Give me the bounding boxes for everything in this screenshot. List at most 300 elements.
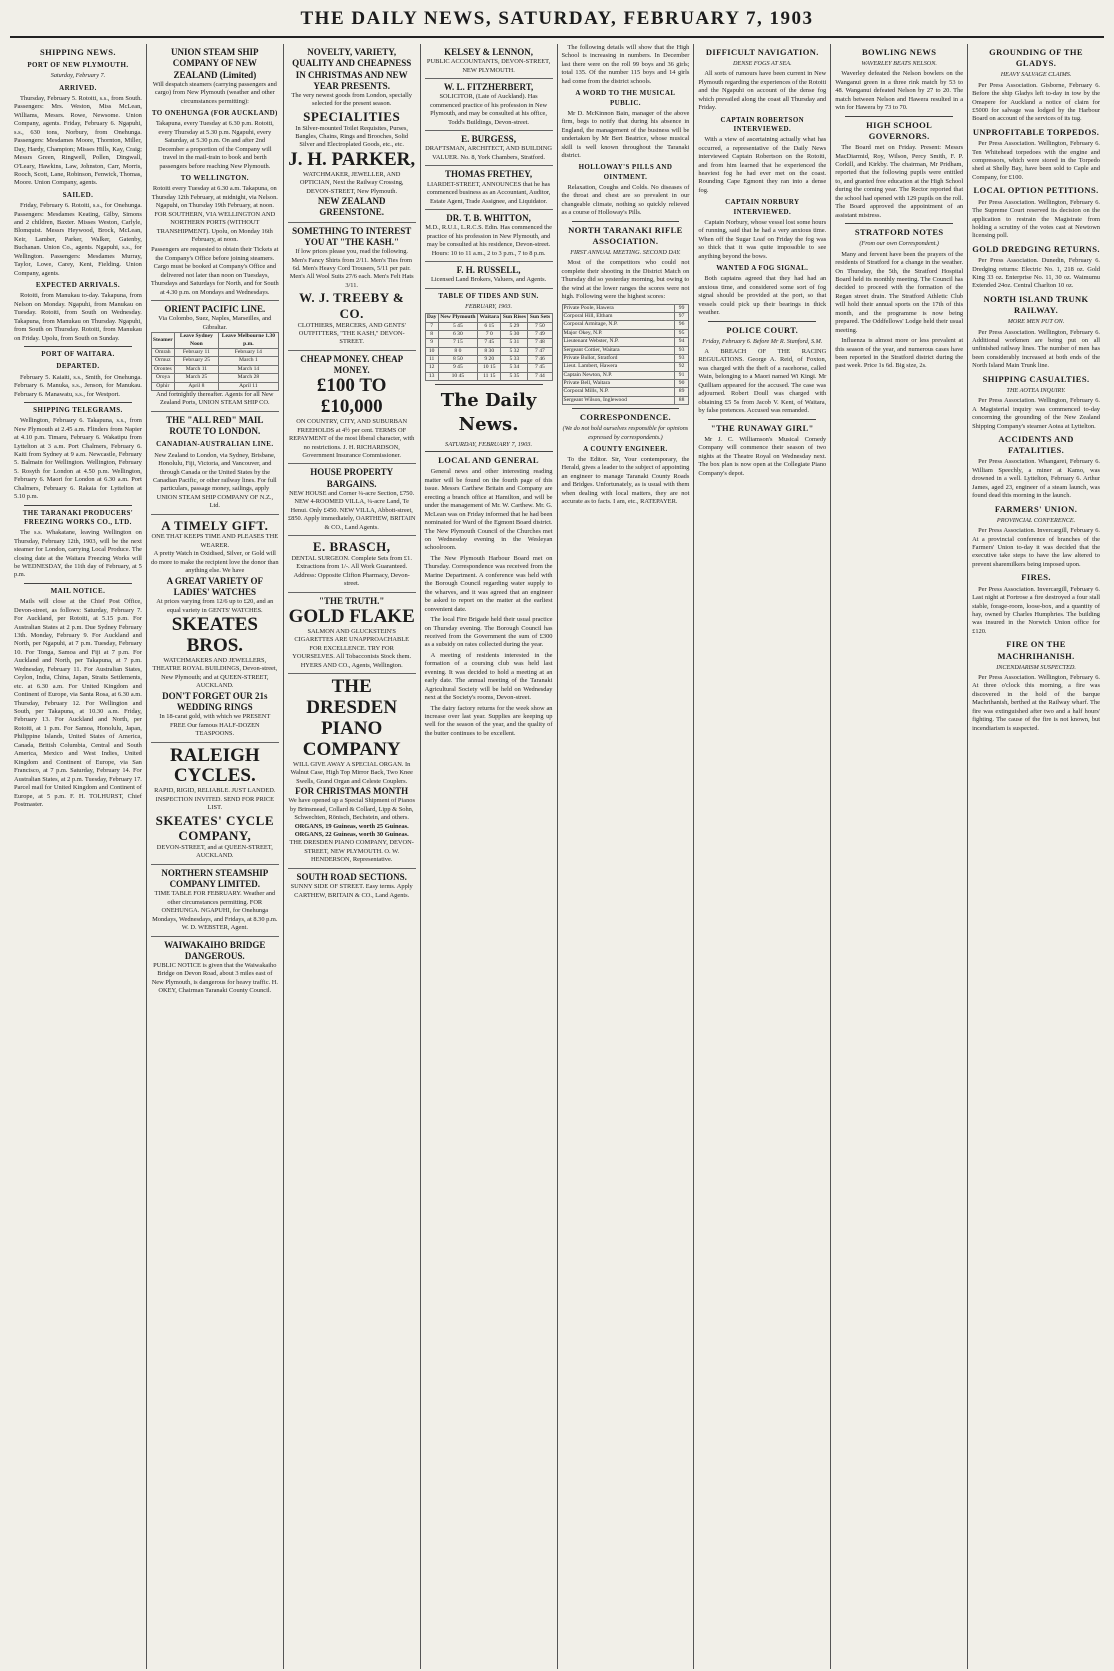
tides-cell: 5 31 xyxy=(501,339,528,347)
tides-table xyxy=(425,313,553,381)
union-heading: UNION STEAM SHIP COMPANY OF NEW ZEALAND (Limited) xyxy=(171,47,259,80)
gold-flake-heading: GOLD FLAKE xyxy=(288,605,415,627)
wellington-text: Rotoiti every Tuesday at 6.30 a.m. Takapuna, on Thursday 12th February, at midnight, via Nelson. Ngapuhi, on Thursday 19th February, at noon. FOR SOUTHERN, VIA WELLINGTON AND NORTHERN PORTS (WITHOUT TRANSHIPMENT). Upolu, on Monday 16th February, at noon. xyxy=(151,185,278,244)
truth-heading: "THE TRUTH." xyxy=(319,595,385,606)
bargains-text: NEW HOUSE and Corner ¼-acre Section, £750. NEW 4-ROOMED VILLA, ¼-acre Land, Te Henui. Only £450. NEW VILLA, Abbott-street, £850. Apply immediately, OARTHEW, BRITAIN & CO., Land Agents. xyxy=(287,489,416,531)
brasch-ad xyxy=(288,536,416,592)
orient-header-cell: Leave Melbourne 1.30 p.m. xyxy=(219,333,279,349)
bargains-heading: HOUSE PROPERTY BARGAINS. xyxy=(310,467,394,489)
shipping-heading: SHIPPING NEWS. xyxy=(39,47,116,57)
tides-cell: 11 xyxy=(425,356,438,364)
skeates-ad xyxy=(151,515,279,743)
holloway-heading: HOLLOWAY'S PILLS AND OINTMENT. xyxy=(578,163,673,181)
orient-row xyxy=(151,374,278,382)
grounding-text: Per Press Association. Gisborne, February 6. Before the ship Gladys left to-day in tow by the Omapere for Auckland a notice of claim for £5000 for salvage was lodged by the Harbour Board on account of the services of its tug. xyxy=(972,81,1100,123)
orient-cell: February 25 xyxy=(174,357,218,365)
parker-heading: J. H. PARKER, xyxy=(288,148,416,170)
scores-row xyxy=(562,371,689,379)
torpedo-heading: UNPROFITABLE TORPEDOS. xyxy=(972,126,1100,137)
orient-header-cell: Steamer xyxy=(151,333,174,349)
northern-ad xyxy=(151,865,279,937)
treeby-ad xyxy=(288,223,416,351)
tides-cell: 10 45 xyxy=(438,372,477,380)
tides-cell: 11 15 xyxy=(478,372,501,380)
gold-flake-text: SALMON AND GLUCKSTEIN'S CIGARETTES ARE UNAPPROACHABLE FOR EXCELLENCE. TRY FOR YOURSELVES. All Tobacconists Stock them. HYERS AND CO., Agents, Wellington. xyxy=(292,627,412,669)
column-5 xyxy=(558,44,695,1669)
money-ad xyxy=(288,351,416,465)
column-7 xyxy=(831,44,968,1669)
orient-cell: March 11 xyxy=(174,365,218,373)
scores-row xyxy=(562,313,689,321)
mail-text: Mails will close at the Chief Post Office, Devon-street, as follows: Saturday, February 7. For Auckland, per Rotoiti, at 5.15 p.m. For Australian States at 2 p.m. Due Sydney February 13th. Monday, February 9. For Auckland and North, per Ngapuhi, at 7 p.m. Tuesday, February 10. For Tonga, Samoa and Fiji at 7 p.m. For Auckland and North, per Takapuna, at 7 p.m. Wednesday, February 11. For Australian States, Ceylon, India, China, Japan, Straits Settlements, etc. at 6.30 a.m. For United Kingdom and Continent of Europe, via Santa Rosa, at 6.30 a.m. Thursday, February 12. For Wellington and South, per Takapuna, at 10.30 a.m. Friday, February 13. For Auckland and North, per Rotoiti, at 1 p.m. For Samoa, Honolulu, Japan, Philippine Islands, United States of America, Canada, British Columbia, Central and South America, Mexico and West Indies, United Kingdom and Continent of Europe, via San Francisco, at 7 p.m. Saturday, February 14. For Australian States, at 2 p.m. Tuesday, February 17. Parcel mail for United Kingdom and Continent of Europe, at 5 p.m. F. H. TOLHURST, Chief Postmaster. xyxy=(14,598,142,809)
casualties-subheading: THE AOTEA INQUIRY. xyxy=(1006,387,1066,394)
burgess-ad xyxy=(425,131,553,166)
correspondence-note: (We do not hold ourselves responsible for opinions expressed by correspondents.) xyxy=(562,425,689,441)
orient-table xyxy=(151,332,279,391)
tides-cell: 6 15 xyxy=(478,322,501,330)
wellington-heading: TO WELLINGTON. xyxy=(180,174,249,183)
tides-row xyxy=(425,372,552,380)
tides-cell: 7 45 xyxy=(528,364,552,372)
scores-cell: Captain Newton, N.P. xyxy=(562,371,674,379)
orient-cell: February 11 xyxy=(174,349,218,357)
tides-cell: 7 45 xyxy=(478,339,501,347)
tides-row xyxy=(425,356,552,364)
scores-row xyxy=(562,329,689,337)
brasch-heading: E. BRASCH, xyxy=(312,539,391,555)
novelty-text: The very newest goods from London, specially selected for the present season. xyxy=(291,92,412,108)
tides-row xyxy=(425,339,552,347)
present-text: In 18-carat gold, with which we PRESENT FREE Our famous HALF-DOZEN TEASPOONS. xyxy=(159,713,271,738)
union-ad xyxy=(151,44,279,301)
fog-signal-text: Both captains agreed that they had had an anxious time, and considered some sort of fog signal should be provided at the port, so that vessels could pick up their bearings in thick weather. xyxy=(698,275,827,317)
fitzherbert-heading: W. L. FITZHERBERT, xyxy=(443,82,534,93)
orient-cell: Orontes xyxy=(151,365,174,373)
christmas-text: We have opened up a Special Shipment of Pianos by Brinsmead, Collard & Collard, Lipp & Sohn, Schwechten, Rönisch, Bechstein, and others. xyxy=(288,797,415,822)
column-6 xyxy=(694,44,831,1669)
scores-row xyxy=(562,304,689,312)
high-school-details: The following details will show that the High School is increasing in numbers. In December last there were on the roll 99 boys and 36 girls; total 135. Of the number 115 boys and 14 girls had come from the district schools. xyxy=(561,44,690,85)
runaway-heading: "THE RUNAWAY GIRL" xyxy=(710,422,814,433)
scores-cell: Sergeant Cottier, Waitara xyxy=(562,346,674,354)
tides-cell: 8 xyxy=(425,330,438,338)
waiwakaiho-heading: WAIWAKAIHO BRIDGE DANGEROUS. xyxy=(164,939,266,961)
burgess-heading: E. BURGESS, xyxy=(461,134,516,145)
orient-cell: Oroya xyxy=(151,374,174,382)
watches-heading: A GREAT VARIETY OF LADIES' WATCHES xyxy=(166,575,263,597)
residents-text: A meeting of residents interested in the formation of a coursing club was held last evening. It was decided to hold a meeting at an early date. The annual meeting of the Taranaki Agricultural Society will be held on Wednesday next at the Society's rooms, Devon-street. xyxy=(424,651,553,702)
tides-cell: 13 xyxy=(425,372,438,380)
scores-cell: Lieutenant Webster, N.P. xyxy=(562,338,674,346)
skeates-text: WATCHMAKERS AND JEWELLERS, THEATRE ROYAL BUILDINGS, Devon-street, New Plymouth; and at QUEEN-STREET, AUCKLAND. xyxy=(152,656,278,690)
sailed-text: Friday, February 6. Rotoiti, s.s., for Onehunga. Passengers: Mesdames Keating, Gilby, Simons and 2 children, Baxter. Misses Weston, Carlyle, Blomquist. Messrs Heywood, Brock, McLean, Keir, Lamber, Parker, Walker, Gatenby, Buchanan. Union Co., agents. Ngapuhi, s.s., for Wellington. Passengers: Mesdames Murray, Taylor, Lowe, Carey, Kent, Fielding. Union Company, agents. xyxy=(14,202,142,277)
kelsey-text: PUBLIC ACCOUNTANTS, DEVON-STREET, NEW PLYMOUTH. xyxy=(426,58,551,74)
waiwakaiho-ad xyxy=(151,937,279,999)
bowling-subheading: WAVERLEY BEATS NELSON. xyxy=(861,60,937,68)
scores-cell: 92 xyxy=(674,363,689,371)
orient-row xyxy=(151,365,278,373)
scores-cell: 99 xyxy=(674,304,689,312)
machrihanish-heading: FIRE ON THE MACHRIHANISH. xyxy=(997,639,1075,661)
orient-heading: ORIENT PACIFIC LINE. xyxy=(164,304,266,315)
orient-cell: February 14 xyxy=(219,349,279,357)
tides-cell: 5 30 xyxy=(501,330,528,338)
scores-row xyxy=(562,380,689,388)
treeby-text: CLOTHIERS, MERCERS, AND GENTS' OUTFITTERS, "THE KASH," DEVON-STREET. xyxy=(297,321,406,346)
tides-cell: 7 47 xyxy=(528,347,552,355)
skeates-cycle-text: DEVON-STREET, and at QUEEN-STREET, AUCKLAND. xyxy=(156,843,273,860)
waitara-heading: PORT OF WAITARA. xyxy=(41,350,115,359)
kash-text: If low prices please you, read the following. Men's Fancy Shirts from 2/11. Men's Ties from 6d. Men's Heavy Cord Trousers, 5/11 per pair. Men's All Wool Suits 27/6 each. Men's Felt Hats 3/11. xyxy=(289,248,414,289)
allred-text: New Zealand to London, via Sydney, Brisbane, Honolulu, Fiji, Victoria, and Vancouver, and through Canada or the United States by the Canadian Pacific, or other railway lines. For full particulars, passage money, sailings, apply UNION STEAM SHIP COMPANY OF N.Z., Ltd. xyxy=(152,451,277,510)
tides-cell: 7 48 xyxy=(528,339,552,347)
south-road-heading: SOUTH ROAD SECTIONS. xyxy=(296,871,407,882)
tides-cell: 9 xyxy=(425,339,438,347)
orient-cell: April 8 xyxy=(174,382,218,390)
wedding-rings: DON'T FORGET OUR 21s WEDDING RINGS xyxy=(162,690,268,712)
machrihanish-subheading: INCENDIARISM SUSPECTED. xyxy=(996,663,1076,671)
divider xyxy=(845,223,953,224)
influenza-text: Influenza is almost more or less prevalent at this season of the year, and numerous cases have been reported in the Stratford district during the past week. Price 1s 6d. Big size, 2s. xyxy=(835,337,964,370)
accidents-heading: ACCIDENTS AND FATALITIES. xyxy=(998,434,1074,456)
mail-heading: MAIL NOTICE. xyxy=(50,586,106,595)
frethey-text: LIARDET-STREET, ANNOUNCES that he has commenced business as an Accountant, Auditor, Estate Agent, Trade Assignee, and Liquidator. xyxy=(426,180,551,205)
tides-cell: 8 0 xyxy=(438,347,477,355)
railway-subheading: MORE MEN PUT ON. xyxy=(1007,318,1065,326)
scores-table xyxy=(562,304,690,406)
scores-cell: Corporal Mills, N.P. xyxy=(562,388,674,396)
casualties-heading: SHIPPING CASUALTIES. xyxy=(982,373,1090,384)
novelty-heading: NOVELTY, VARIETY, QUALITY AND CHEAPNESS IN CHRISTMAS AND NEW YEAR PRESENTS. xyxy=(292,47,412,91)
scores-cell: 90 xyxy=(674,380,689,388)
telegrams-text: Wellington, February 6. Takapuna, s.s., from New Plymouth at 2.45 a.m. Flinders from Napier at 4.10 p.m. Timaru, February 6. Wakatipu from Lyttelton at 3 a.m. Port Chalmers, February 6. Kaiti from Sydney at 9 a.m. Newcastle, February 5. Balmain for Wellington. Wellington, February 5. Rosyth for London at 4.50 p.m. Wellington, February 6. Maori for London at 6.30 a.m. Port Chalmers, February 6. Rakaia for Lyttelton at 5.10 p.m. xyxy=(14,417,142,501)
whitton-ad xyxy=(425,210,553,262)
tides-cell: 7 46 xyxy=(528,356,552,364)
orient-cell: Ormuz xyxy=(151,357,174,365)
dairy-text: The dairy factory returns for the week show an increase over last year. Supplies are keeping up well for the season of the year, and the quality of the butter continues to be excellent. xyxy=(424,704,553,737)
divider xyxy=(24,402,132,403)
greenstone-text: NEW ZEALAND GREENSTONE. xyxy=(317,196,386,218)
tides-cell: 5 33 xyxy=(501,356,528,364)
fire-brigade-text: The local Fire Brigade held their usual practice on Thursday evening. The Borough Council has received from the Government the sum of £300 as a subsidy on rates collected during the year. xyxy=(424,616,553,649)
correspondence-heading: CORRESPONDENCE. xyxy=(579,412,672,423)
specialities-heading: SPECIALITIES xyxy=(303,108,401,124)
passenger-note: Passengers are requested to obtain their Tickets at the Company's Office before joining steamers. Cargo must be booked at Company's Office and delivered not later than noon on Tuesdays, Thursdays and Saturdays for North, and for South at 4.30 p.m. on Mondays and Wednesdays. xyxy=(150,246,279,296)
stratford-subheading: (From our own Correspondent.) xyxy=(859,240,939,248)
whitton-heading: DR. T. B. WHITTON, xyxy=(446,212,531,223)
scores-cell: 89 xyxy=(674,388,689,396)
tides-cell: 8 50 xyxy=(438,356,477,364)
columns xyxy=(10,44,1104,1669)
port-heading: PORT OF NEW PLYMOUTH. xyxy=(27,61,129,70)
stratford-text: Many and fervent have been the prayers of the residents of Stratford for a change in the weather. On Thursday, the 5th, the Stratford Hospital Board held its monthly meeting. The Council has decided to proceed with the formation of the Regan street drain. The Stratford Athletic Club will hold their annual sports on the 17th of this month, and the programme is now being prepared. The Oddfellows' Lodge held their usual meeting. xyxy=(835,250,964,334)
correspondence-title: A COUNTY ENGINEER. xyxy=(583,444,668,453)
governors-heading: HIGH SCHOOL GOVERNORS. xyxy=(866,119,933,141)
dresden-footer: THE DRESDEN PIANO COMPANY, DEVON-STREET, NEW PLYMOUTH. O. W. HENDERSON, Representative. xyxy=(289,839,414,864)
grounding-heading: GROUNDING OF THE GLADYS. xyxy=(989,47,1083,69)
raleigh-text: RAPID, RIGID, RELIABLE. JUST LANDED. INSPECTION INVITED. SEND FOR PRICE LIST. xyxy=(154,787,276,812)
orient-row xyxy=(151,382,278,390)
scores-row xyxy=(562,321,689,329)
masthead: THE DAILY NEWS, SATURDAY, FEBRUARY 7, 1903 xyxy=(10,6,1104,38)
railway-heading: NORTH ISLAND TRUNK RAILWAY. xyxy=(983,293,1089,316)
onehunga-heading: TO ONEHUNGA (FOR AUCKLAND) xyxy=(151,109,278,118)
scores-cell: Sergeant Wilson, Inglewood xyxy=(562,396,674,404)
organs-text: ORGANS, 19 Guineas, worth 25 Guineas. ORGANS, 22 Guineas, worth 30 Guineas. xyxy=(294,822,409,839)
tides-cell: 9 20 xyxy=(478,356,501,364)
tides-cell: 10 xyxy=(425,347,438,355)
scores-cell: 95 xyxy=(674,329,689,337)
farmers-subheading: PROVINCIAL CONFERENCE. xyxy=(996,516,1076,524)
gift-subheading: ONE THAT KEEPS TIME AND PLEASES THE WEARER. xyxy=(151,533,279,549)
gold-heading: GOLD DREDGING RETURNS. xyxy=(972,243,1100,254)
money-amount: £100 TO £10,000 xyxy=(316,375,387,418)
bowling-text: Waverley defeated the Nelson bowlers on the Wanganui green in a three rink match by 53 to 48. Wanganui defeated Nelson by 27 to 20. The match between Nelson and Hawera resulted in a win for Hawera by 73 to 70. xyxy=(835,70,964,112)
tides-cell: 6 30 xyxy=(438,330,477,338)
money-heading: CHEAP MONEY. CHEAP MONEY. xyxy=(300,353,404,376)
brasch-text: DENTAL SURGEON. Complete Sets from £1. Extractions from 1/-. All Work Guaranteed. Address: Opposite Clifton Pharmacy, Devon-street. xyxy=(291,554,412,588)
orient-cell: Omrah xyxy=(151,349,174,357)
waiwakaiho-text: PUBLIC NOTICE is given that the Waiwakaiho Bridge on Devon Road, about 3 miles east of New Plymouth, is dangerous for heavy traffic. H. OKEY, Chairman Taranaki County Council. xyxy=(151,962,278,995)
column-8 xyxy=(968,44,1104,1669)
rifle-heading: NORTH TARANAKI RIFLE ASSOCIATION. xyxy=(568,224,683,246)
tides-cell: 5 34 xyxy=(501,364,528,372)
newspaper-title: The Daily News. xyxy=(440,390,537,435)
tides-cell: 7 xyxy=(425,322,438,330)
harbour-text: The New Plymouth Harbour Board met on Thursday. Correspondence was received from the Marine Department. A conference was held with the Borough Council regarding water supply to the wharves, and it was agreed that an engineer be asked to report on the matter at the earliest convenient date. xyxy=(424,554,553,613)
skeates-cycle-heading: SKEATES' CYCLE COMPANY, xyxy=(155,812,274,844)
scores-cell: 93 xyxy=(674,354,689,362)
tides-row xyxy=(425,322,552,330)
divider xyxy=(572,221,680,222)
farmers-heading: FARMERS' UNION. xyxy=(994,503,1078,514)
skeates-heading: SKEATES BROS. xyxy=(171,614,258,656)
tides-cell: 5 29 xyxy=(501,322,528,330)
orient-ad xyxy=(151,301,279,412)
tides-cell: 10 15 xyxy=(478,364,501,372)
producers-heading: THE TARANAKI PRODUCERS' FREEZING WORKS CO., LTD. xyxy=(22,508,134,526)
scores-row xyxy=(562,354,689,362)
tides-header-cell: New Plymouth xyxy=(438,314,477,322)
arrived-text: Thursday, February 5. Rotoiti, s.s., from South. Passengers: Mrs. Weston, Miss McLean, Williams, Messrs. Rowe, Newsome. Union Company, agents. Friday, February 6. Ngapuhi, s.s., 630 tons, Norbury, from Onehunga. Passengers: Mesdames Moore, Thornton, Miller, Day, Hardy, Champion; Misses Hills, Kay, Craig; Messrs Green, Ringwell, Pollen, Dingwall, O'Leary, Hawkins, Law, Johnston, Carr, Morris, Rooch, Scott, Lane, Robinson, Fenwick, Thomas, Moore. Union Company, agents. xyxy=(14,94,142,187)
departed-text: February 5. Kaiaiti, s.s., Smith, for Onehunga. February 6. Manuka, s.s., Jenson, for Manukau. February 6. Manawatu, s.s., for Westport. xyxy=(14,373,142,398)
departed-heading: DEPARTED. xyxy=(56,362,100,371)
allred-ad xyxy=(151,412,279,515)
scores-cell: Lieut. Lambert, Hawera xyxy=(562,363,674,371)
scores-row xyxy=(562,363,689,371)
scores-cell: 94 xyxy=(674,338,689,346)
tides-heading: TABLE OF TIDES AND SUN. xyxy=(438,291,539,300)
kelsey-ad xyxy=(425,44,553,79)
fitzherbert-text: SOLICITOR, (Late of Auckland). Has commenced practice of his profession in New Plymouth, and may be consulted at his office, Todd's Buildings, Devon-street. xyxy=(430,93,548,126)
sailed-heading: SAILED. xyxy=(62,190,94,199)
watches-text: At prices varying from 12/6 up to £20, and an equal variety in GENTS' WATCHES. xyxy=(156,598,274,614)
tides-row xyxy=(425,364,552,372)
tides-cell: 7 49 xyxy=(528,330,552,338)
stratford-heading: STRATFORD NOTES xyxy=(854,227,944,238)
music-heading: A WORD TO THE MUSICAL PUBLIC. xyxy=(575,89,676,107)
orient-cell: April 11 xyxy=(219,382,279,390)
kash-heading: SOMETHING TO INTEREST YOU AT "THE KASH." xyxy=(292,225,412,247)
tides-cell: 7 44 xyxy=(528,372,552,380)
christmas-heading: FOR CHRISTMAS MONTH xyxy=(295,785,409,796)
accidents-text: Per Press Association. Whangarei, February 6. William Speechly, a miner at Kamo, was drowned in a well. Lyttelton, February 6. Arthur James, aged 23, engineer of a steam launch, was found dead this morning in the launch. xyxy=(972,458,1100,500)
machrihanish-text: Per Press Association. Wellington, February 6. At three o'clock this morning, a fire was discovered in the hold of the barque Machrihanish, berthed at the Railway wharf. The fire was extinguished after two and a half hours' fighting. The cause of the fire is not known, but incendiarism is suspected. xyxy=(972,673,1100,732)
orient-cell: March 28 xyxy=(219,374,279,382)
column-2 xyxy=(147,44,284,1669)
orient-cell: Ophir xyxy=(151,382,174,390)
telegrams-heading: SHIPPING TELEGRAMS. xyxy=(33,405,123,414)
raleigh-ad xyxy=(151,743,279,865)
burgess-text: DRAFTSMAN, ARCHITECT, AND BUILDING VALUER. No. 8, York Chambers, Stratford. xyxy=(425,145,552,161)
gift-heading: A TIMELY GIFT. xyxy=(161,517,269,533)
tides-cell: 12 xyxy=(425,364,438,372)
divider xyxy=(572,408,680,409)
local-heading: LOCAL AND GENERAL xyxy=(438,455,539,466)
frethey-ad xyxy=(425,166,553,210)
divider xyxy=(24,346,132,347)
rifle-text: Most of the competitors who could not complete their shooting in the District Match on Thursday did so yesterday morning, but owing to the wind at the lower ranges the scores were not high. Following were the highest scores: xyxy=(561,259,690,301)
russell-heading: F. H. RUSSELL, xyxy=(456,265,521,276)
police-text: A BREACH OF THE RACING REGULATIONS. George A. Reid, of Foxton, was charged with the theft of a racehorse, called Wain, belonging to a Maori named Wi Kingi. Mr Quilliam appeared for the accused. The case was adjourned. Robert Doull was charged with obtaining £5 5s from Jacob V. Kent, of Waitara, by false pretences. Accused was remanded. xyxy=(698,347,827,415)
grounding-subheading: HEAVY SALVAGE CLAIMS. xyxy=(1000,71,1072,79)
local-option-heading: LOCAL OPTION PETITIONS. xyxy=(973,185,1099,196)
onehunga-text: Takapuna, every Tuesday at 6.30 p.m. Rotoiti, every Thursday at 5.30 p.m. Ngapuhi, every Saturday, at 5.30 p.m. On and after 2nd December a proportion of the Company will travel in the mail-train to book and berth passengers before reaching New Plymouth. xyxy=(155,120,274,170)
scores-cell: Private Bullot, Stratford xyxy=(562,354,674,362)
treeby-heading: W. J. TREEBY & CO. xyxy=(299,290,405,321)
orient-text: Via Colombo, Suez, Naples, Marseilles, and Gibraltar. xyxy=(158,315,272,331)
local-text: General news and other interesting reading matter will be found on the fourth page of this issue. Messrs Carthew Britain and Company are erecting a branch office at Hamilton, and will be under the management of Mr. W. Carthew. Mr. G. McLean was on Friday informed that he had been nominated for Ward of the Egmont Board district. The New Plymouth Council of the Churches met on Wednesday evening in the Wesleyan schoolroom. xyxy=(424,468,553,552)
tides-month: FEBRUARY, 1903. xyxy=(465,302,513,310)
northern-heading: NORTHERN STEAMSHIP COMPANY LIMITED. xyxy=(161,867,269,889)
navigation-text: All sorts of rumours have been current in New Plymouth regarding the experiences of the Rotoiti and the Ngapuhi on account of the dense fog which prevailed along the coast all Thursday and Friday. xyxy=(698,70,827,112)
divider xyxy=(24,505,132,506)
divider xyxy=(708,321,816,322)
tides-cell: 7 15 xyxy=(438,339,477,347)
scores-row xyxy=(562,346,689,354)
tides-cell: 5 35 xyxy=(501,372,528,380)
correspondence-text: To the Editor. Sir, Your contemporary, the Herald, gives a leader to the subject of appointing an engineer to manage Taranaki County Roads and Bridges. Unfortunately, as is usual with them when dealing with local matters, they are not accurate as to facts. I am, etc., RATEPAYER. xyxy=(561,455,690,506)
allred-subheading: CANADIAN-AUSTRALIAN LINE. xyxy=(156,440,274,449)
navigation-subheading: DENSE FOGS AT SEA. xyxy=(732,60,792,68)
money-text: ON COUNTRY, CITY, AND SUBURBAN FREEHOLDS at 4½ per cent. TERMS OF REPAYMENT of the most liberal character, with no restrictions. J. H. RICHARDSON, Government Insurance Commissioner. xyxy=(289,418,415,460)
navigation-heading: DIFFICULT NAVIGATION. xyxy=(705,47,819,57)
norbury-heading: CAPTAIN NORBURY INTERVIEWED. xyxy=(725,198,800,216)
tides-cell: 5 45 xyxy=(438,322,477,330)
allred-heading: THE "ALL RED" MAIL ROUTE TO LONDON. xyxy=(166,414,264,437)
expected-heading: EXPECTED ARRIVALS. xyxy=(35,281,120,290)
scores-row xyxy=(562,388,689,396)
tides-row xyxy=(425,330,552,338)
divider xyxy=(435,384,543,385)
orient-cell: March 1 xyxy=(219,357,279,365)
frethey-heading: THOMAS FRETHEY, xyxy=(444,169,533,180)
kelsey-heading: KELSEY & LENNON, xyxy=(444,47,534,57)
specialities-text: In Silver-mounted Toilet Requisites, Purses, Bangles, Chains, Rings and Brooches, Solid Silver and Electroplated Goods, etc., etc. xyxy=(295,124,409,149)
scores-cell: Corporal Hill, Eltham xyxy=(562,313,674,321)
orient-note: And fortnightly thereafter. Agents for all New Zealand Ports, UNION STEAM SHIP CO. xyxy=(156,390,274,407)
expected-text: Rotoiti, from Manukau to-day. Takapuna, from Nelson on Monday. Ngapuhi, from Manukau on Tuesday. Rotoiti, from South on Wednesday. Takapuna, from Manukau on Thursday. Ngapuhi, from South on Thursday. Rotoiti, from Manukau on Friday. Upolu, from South on Sunday. xyxy=(14,292,142,342)
tides-header-cell: Waitara xyxy=(479,314,500,321)
railway-text: Per Press Association. Wellington, February 6. Additional workmen are being put on all unfinished railway lines. The number of men has been considerably increased at both ends of the North Island Main Trunk line. xyxy=(972,328,1100,370)
orient-cell: March 25 xyxy=(174,374,218,382)
police-heading: POLICE COURT. xyxy=(726,324,799,335)
tides-header-cell: Day xyxy=(426,314,437,321)
bargains-ad xyxy=(288,464,416,536)
farmers-text: Per Press Association. Invercargill, February 6. At a provincial conference of branches of the Farmers' Union to-day it was decided that the executive take steps to have the law altered to prevent sharemilkers being imposed upon. xyxy=(972,527,1100,568)
union-text: Will despatch steamers (carrying passengers and cargo) from New Plymouth (weather and other circumstances permitting): xyxy=(152,80,277,105)
scores-cell: 97 xyxy=(674,313,689,321)
issue-date: SATURDAY, FEBRUARY 7, 1903. xyxy=(425,441,553,452)
casualties-text: Per Press Association. Wellington, February 6. A Magisterial inquiry was commenced to-day concerning the grounding of the New Zealand Shipping Company's steamer Aotea at Lyttelton. xyxy=(972,397,1100,430)
runaway-text: Mr J. C. Williamson's Musical Comedy Company will commence their season of two nights at the Theatre Royal on Wednesday next. The box plan is now open at the Collegiate Piano Company's depot. xyxy=(698,435,827,477)
raleigh-heading: RALEIGH CYCLES. xyxy=(169,744,260,787)
tides-cell: 5 32 xyxy=(501,347,528,355)
orient-row xyxy=(151,349,278,357)
tides-cell: 7 0 xyxy=(478,330,501,338)
parker-text: WATCHMAKER, JEWELLER, AND OPTICIAN, Next the Railway Crossing, DEVON-STREET, New Plymouth. xyxy=(299,170,404,195)
scores-cell: Major Okey, N.P. xyxy=(562,329,674,337)
torpedo-text: Per Press Association. Wellington, February 6. Ten Whitehead torpedoes with the engine and compressors, which were stored in the Torpedo shed at Shelly Bay, have been sold to Caple and Company, for £100. xyxy=(972,140,1100,181)
tides-row xyxy=(425,347,552,355)
divider xyxy=(24,583,132,584)
governors-text: The Board met on Friday. Present: Messrs MacDiarmid, Roy, Wilson, Percy Smith, F. P. Corkill, and Kirkby. The chairman, Mr Pridham, reported that the following pupils were entitled to, and granted free education at the High School during the coming year. The Rector reported that the school had opened with 129 pupils on the roll. The Board approved the appointment of an assistant mistress. xyxy=(835,144,964,219)
dresden-ad xyxy=(288,674,416,869)
scores-cell: Private Bell, Waitara xyxy=(562,380,674,388)
fires-heading: FIRES. xyxy=(1021,572,1051,583)
tides-header-cell: Sun Sets xyxy=(529,314,551,321)
music-text: Mr D. McKinnon Bain, manager of the above firm, begs to notify that during his absence in England, the management of the business will be undertaken by Mr Bert Beatrice, whose musical skill is well known throughout the Taranaki district. xyxy=(561,109,690,159)
scores-cell: 93 xyxy=(674,346,689,354)
russell-text: Licensed Land Brokers, Valuers, and Agents. xyxy=(430,276,547,284)
tides-header-cell: Sun Rises xyxy=(502,314,526,321)
orient-cell: March 14 xyxy=(219,365,279,373)
fog-signal-heading: WANTED A FOG SIGNAL. xyxy=(716,264,809,273)
bowling-heading: BOWLING NEWS xyxy=(861,47,937,57)
norbury-text: Captain Norbury, whose vessel lost some hours of running, said that he had a very anxious time. When off the Sugar Loaf on Friday the fog was so thick that it was quite impossible to see anything beyond the bows. xyxy=(698,218,827,260)
column-1 xyxy=(10,44,147,1669)
orient-header-cell: Leave Sydney Noon xyxy=(174,333,218,349)
whitton-text: M.D., R.U.I., L.R.C.S. Edin. Has commenced the practice of his profession in New Plymouth, and may be consulted at his residence, Devon-street. Hours: 10 to 11 a.m., 2 to 3 p.m., 7 to 8 p.m. xyxy=(425,224,552,257)
south-road-text: SUNNY SIDE OF STREET. Easy terms. Apply CARTHEW, BRITAIN & CO., Land Agents. xyxy=(290,883,413,899)
arrived-heading: ARRIVED. xyxy=(59,83,97,92)
robertson-heading: CAPTAIN ROBERTSON INTERVIEWED. xyxy=(720,115,805,133)
gift-text: A pretty Watch in Oxidised, Silver, or Gold will do more to make the recipient love the donor than anything else. We have xyxy=(151,550,279,575)
column-4 xyxy=(421,44,558,1669)
column-3 xyxy=(284,44,421,1669)
tides-cell: 8 30 xyxy=(478,347,501,355)
russell-ad xyxy=(425,262,553,289)
fires-text: Per Press Association. Invercargill, February 6. Last night at Fortrose a fire destroyed a four stall stable, forage-room, loose-box, and a quantity of hay, owned by Charles Humphries. The building was insured in the Norwich Union office for £120. xyxy=(972,585,1100,635)
holloway-text: Relaxation, Coughs and Colds. No diseases of the throat and chest are so prevalent in our changeable climate, nothing so quickly relieved as a course of Holloway's Pills. xyxy=(561,183,690,217)
dresden-text: WILL GIVE AWAY A SPECIAL ORGAN. In Walnut Case, High Top Mirror Back, Two Knee Swells, Grand Organ and Celeste Couplers. xyxy=(290,760,413,785)
northern-text: TIME TABLE FOR FEBRUARY. Weather and other circumstances permitting. FOR ONEHUNGA. NGAPUHI, for Onehunga Mondays, Wednesdays, and Fridays, at 8.30 p.m. W. D. WEBSTER, Agent. xyxy=(152,890,278,932)
scores-cell: 91 xyxy=(674,371,689,379)
divider xyxy=(845,116,953,117)
dresden-heading: THE DRESDEN PIANO COMPANY xyxy=(302,676,401,760)
gold-text: Per Press Association. Dunedin, February 6. Dredging returns: Electric No. 1, 218 oz. Gold King 33 oz. Enterprise No. 11, 30 oz. Waimumu Extended 24oz. Central Charlton 10 oz. xyxy=(972,257,1100,290)
goldflake-ad xyxy=(288,593,416,674)
parker-ad xyxy=(288,44,416,223)
port-date: Saturday, February 7. xyxy=(50,72,106,80)
robertson-text: With a view of ascertaining actually what has occurred, a representative of the Daily News interviewed Captain Robertson on the Rotoiti, and from him learned that he experienced the heaviest fog he had ever met on the coast. Rounding Cape Egmont they ran into a dense fog. xyxy=(698,136,827,194)
scores-cell: Private Poole, Hawera xyxy=(562,304,674,312)
scores-cell: Corporal Armitage, N.P. xyxy=(562,321,674,329)
police-subheading: Friday, February 6. Before Mr R. Stanford, S.M. xyxy=(702,337,823,345)
rifle-subheading: FIRST ANNUAL MEETING. SECOND DAY. xyxy=(570,249,681,257)
scores-cell: 96 xyxy=(674,321,689,329)
scores-cell: 88 xyxy=(674,396,689,404)
